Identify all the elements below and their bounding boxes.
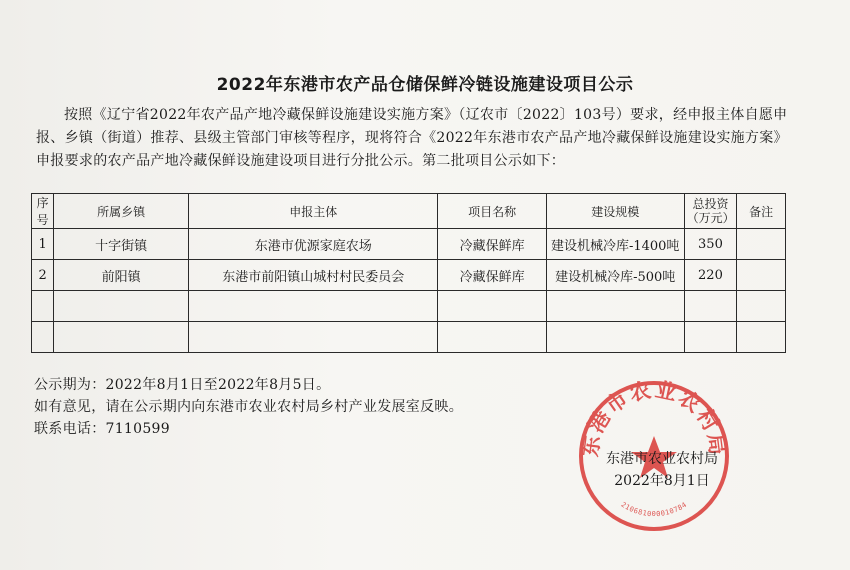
signature-org: 东港市农业农村局 [606,451,718,467]
table-header-row [32,194,786,229]
header-seq: 序号 [32,194,54,229]
cell-town [54,291,189,322]
cell-investment [684,322,737,353]
cell-scale: 建设机械冷库-500吨 [546,260,684,291]
table-row [32,229,786,260]
cell-project: 冷藏保鲜库 [438,260,546,291]
cell-scale [546,322,684,353]
cell-seq [32,322,54,353]
cell-seq [32,291,54,322]
notice-block [34,374,463,440]
seal-code: 210681000010784 [619,500,689,519]
table-row [32,291,786,322]
header-investment-line1: 总投资 [692,197,729,211]
header-project: 项目名称 [438,194,546,229]
document-title: 2022年东港市农产品仓储保鲜冷链设施建设项目公示 [216,75,634,95]
cell-seq: 1 [32,229,54,260]
header-entity: 申报主体 [189,194,438,229]
cell-scale [546,291,684,322]
notice-period: 公示期为：2022年8月1日至2022年8月5日。 [34,377,331,393]
cell-project: 冷藏保鲜库 [438,229,546,260]
svg-text:210681000010784 [620,501,689,519]
cell-project [438,322,546,353]
cell-note [737,260,786,291]
header-investment [684,194,737,229]
cell-note [737,322,786,353]
cell-project [438,291,546,322]
cell-entity: 东港市前阳镇山城村村民委员会 [189,260,438,291]
cell-entity: 东港市优源家庭农场 [189,229,438,260]
cell-entity [189,291,438,322]
cell-entity [189,322,438,353]
intro-paragraph: 按照《辽宁省2022年农产品产地冷藏保鲜设施建设实施方案》（辽农市〔2022〕103号）要求，经申报主体自愿申报、乡镇（街道）推荐、县级主管部门审核等程序，现将符合《2022年东港市农产品产地冷藏保鲜设施建设实施方案》申报要求的农产品产地冷藏保鲜设施建设项目进行分批公示。第二批项目公示如下： [36,107,788,169]
cell-scale: 建设机械冷库-1400吨 [546,229,684,260]
signature-block [596,448,728,492]
project-table [31,193,786,353]
cell-investment [684,291,737,322]
header-note: 备注 [737,194,786,229]
notice-feedback: 如有意见，请在公示期内向东港市农业农村局乡村产业发展室反映。 [34,399,463,415]
notice-phone: 联系电话：7110599 [34,421,170,437]
header-town: 所属乡镇 [54,194,189,229]
cell-note [737,229,786,260]
header-scale: 建设规模 [546,194,684,229]
table-row [32,260,786,291]
cell-note [737,291,786,322]
signature-date: 2022年8月1日 [614,473,710,489]
cell-seq: 2 [32,260,54,291]
table-row [32,322,786,353]
cell-town: 十字街镇 [54,229,189,260]
cell-investment: 350 [684,229,737,260]
cell-investment: 220 [684,260,737,291]
cell-town [54,322,189,353]
header-investment-line2: （万元） [686,211,735,225]
seal-text: 东港市农业农村局 [578,378,730,459]
cell-town: 前阳镇 [54,260,189,291]
